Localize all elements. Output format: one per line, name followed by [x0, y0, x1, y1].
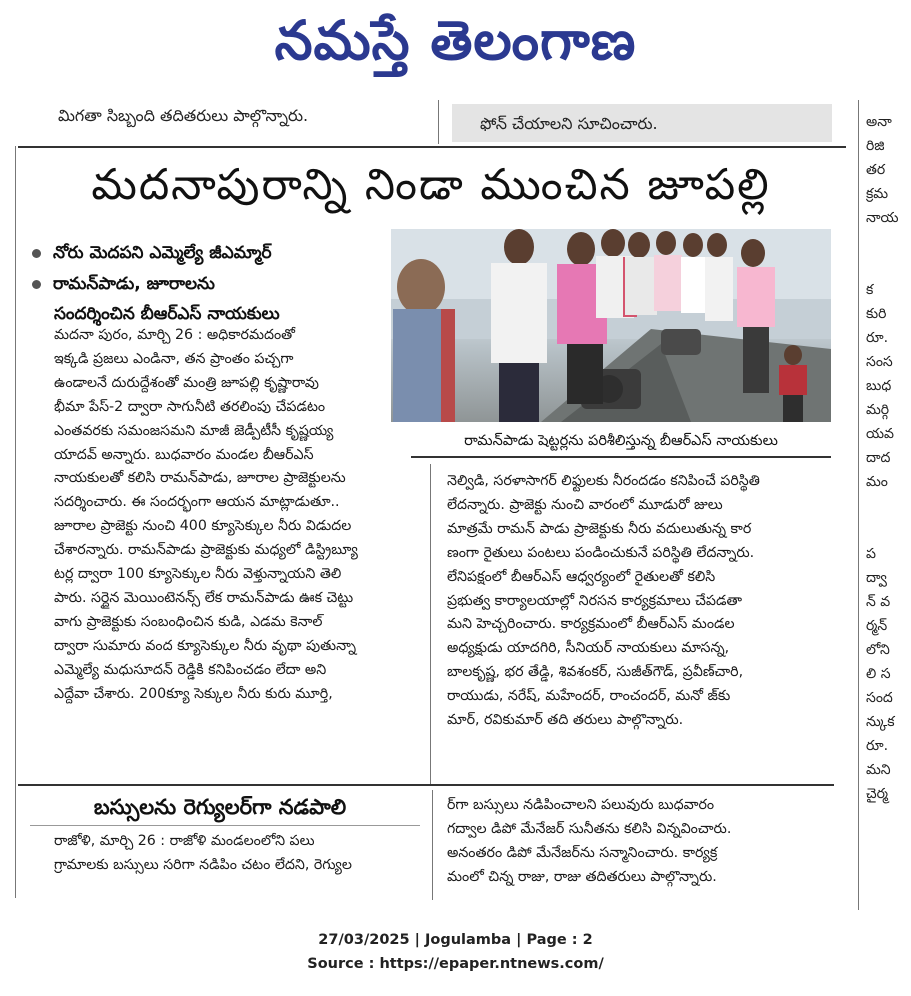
fragment-line: తర	[866, 162, 886, 178]
fragment-line	[866, 230, 911, 254]
fragment-line	[866, 254, 911, 278]
article-column-2	[447, 470, 833, 733]
text-line: జూరాల ప్రాజెక్టు నుంచి 400 క్యూసెక్కుల నీరు విడుదల	[54, 518, 352, 535]
text-line: మార్, రవికుమార్ తది తరులు పాల్గొన్నారు.	[447, 712, 684, 729]
photo-caption: రామన్‌పాడు షెట్టర్లను పరిశీలిస్తున్న బీఆర్ఎస్ నాయకులు	[411, 426, 831, 458]
bullet-dot-icon	[32, 280, 41, 289]
text-line: మదనా పురం, మార్చి 26 : అధికారమదంతో	[54, 327, 296, 343]
fragment-line: దాద	[866, 450, 891, 466]
fragment-line: క	[866, 282, 874, 298]
bullet-dot-icon	[32, 249, 41, 258]
footer-date-line: 27/03/2025 | Jogulamba | Page : 2	[318, 932, 593, 948]
article2-column-divider	[432, 790, 433, 900]
text-line: ణంగా రైతులు పంటలు పండించుకునే పరిస్థితి లేదన్నారు.	[447, 544, 755, 561]
text-line: ఎమ్మెల్యే మధుసూదన్ రెడ్డికి కనిపించడం లేదా అని	[54, 661, 327, 678]
text-line: మని హెచ్చరించారు. కార్యక్రమంలో బీఆర్ఎస్ మండల	[447, 616, 735, 633]
text-line: ద్వారా సుమారు వంద క్యూసెక్కుల నీరు వృథా పుతున్నా	[54, 637, 356, 654]
top-strip-left-text: మిగతా సిబ్బంది తదితరులు పాల్గొన్నారు.	[58, 106, 309, 125]
text-line: ర్‌గా బస్సులు నడిపించాలని పలువురు బుధవారం	[447, 797, 715, 813]
top-strip-divider	[438, 100, 439, 144]
fragment-line: రూ.	[866, 738, 889, 754]
text-line: నాయకులతో కలిసి రామన్‌పాడు, జూరాల ప్రాజెక్టులను	[54, 470, 346, 487]
fragment-line: మర్గి	[866, 402, 890, 418]
text-line: నెల్విడి, సరళాసాగర్ లిఫ్టులకు నీరందడం కనిపించే పరిస్థితి	[447, 473, 760, 489]
fragment-line: ర్మన్	[866, 618, 888, 634]
top-strip-right-text: ఫోన్ చేయాలని సూచించారు.	[480, 114, 658, 133]
text-line: చేశారన్నారు. రామన్‌పాడు ప్రాజెక్టుకు మధ్యలో డిస్ట్రిబ్యూ	[54, 542, 358, 559]
fragment-line: న్కుక	[866, 714, 895, 730]
right-column-fragments	[866, 110, 911, 806]
fragment-line	[866, 518, 911, 542]
masthead-title: నమస్తే తెలంగాణ	[274, 8, 637, 72]
fragment-line: రూ.	[866, 330, 889, 346]
article2-headline: బస్సులను రెగ్యులర్‌గా నడపాలి	[93, 795, 347, 819]
text-line: అనంతరం డిపో మేనేజర్‌ను సన్మానించారు. కార్యక్ర	[447, 844, 718, 861]
fragment-line: రిజి	[866, 138, 885, 154]
article-bullet-2: రామన్‌పాడు, జూరాలను	[32, 271, 382, 297]
fragment-line: కురి	[866, 306, 887, 322]
right-page-rule	[858, 100, 859, 910]
fragment-line: బుధ	[866, 378, 892, 394]
article-column-divider	[430, 464, 431, 784]
text-line: యాదవ్ అన్నారు. బుధవారం మండల బీఆర్ఎస్	[54, 446, 314, 463]
article-bullet-3: సందర్శించిన బీఆర్‌ఎస్ నాయకులు	[54, 304, 280, 324]
text-line: మంలో చిన్న రాజు, రాజు తదితరులు పాల్గొన్నారు.	[447, 868, 717, 885]
text-line: ప్రభుత్వ కార్యాలయాల్లో నిరసన కార్యక్రమాలు చేపడతా	[447, 592, 743, 609]
text-line: బాలకృష్ణ, భర తేడ్డి, శివశంకర్, సుజీత్‌గౌడ్, ప్రవీణ్‌చారి,	[447, 664, 744, 681]
fragment-line: సంస	[866, 354, 893, 370]
fragment-line: లోని	[866, 642, 890, 658]
photo-illustration	[391, 229, 831, 422]
text-line: అధ్యక్షుడు యాదగిరి, సీనియర్ నాయకులు మాసన్న,	[447, 640, 730, 657]
article-column-1	[54, 324, 410, 707]
article2-headline-underline	[30, 825, 420, 826]
text-line: టర్ల ద్వారా 100 క్యూసెక్కుల నీరు వెళ్తున్నాయని తెలి	[54, 566, 342, 583]
fragment-line: సంద	[866, 690, 893, 706]
fragment-line: ప	[866, 546, 876, 562]
fragment-line: లి స	[866, 666, 891, 682]
article-bullet-1: నోరు మెదపని ఎమ్మెల్యే జీఎమ్మార్	[32, 240, 382, 266]
article2-column-1	[54, 830, 418, 878]
text-line: పారు. సర్దైన మెయింటెనన్స్ లేక రామన్‌పాడు ఊక చెట్టు	[54, 589, 354, 606]
text-line: వాగు ప్రాజెక్టుకు సంబంధించిన కుడి, ఎడమ కెనాల్	[54, 613, 323, 630]
fragment-line: ద్వా	[866, 570, 887, 586]
text-line: ఇక్కడి ప్రజలు ఎండినా, తన ప్రాంతం పచ్చగా	[54, 350, 294, 367]
fragment-line: న్ వ	[866, 594, 891, 610]
article2-top-rule	[18, 784, 834, 786]
fragment-line: నాయ	[866, 210, 899, 226]
fragment-line: మం	[866, 474, 888, 490]
text-line: మాత్రమే రామన్ పాడు ప్రాజెక్టుకు నీరు వదులుతున్న కార	[447, 520, 752, 537]
text-line: గద్వాల డిపో మేనేజర్ సునీతను కలిసి విన్నవించారు.	[447, 820, 732, 837]
left-page-rule	[15, 146, 16, 898]
text-line: రాయుడు, నరేష్, మహేందర్, రాంచందర్, మనో జ్‌కు	[447, 688, 731, 705]
article-photo	[391, 229, 831, 422]
fragment-line: అనా	[866, 114, 892, 130]
text-line: ఉండాలనే దురుద్దేశంతో మంత్రి జూపల్లి కృష్ణారావు	[54, 374, 319, 391]
fragment-line: చైర్మ	[866, 786, 889, 802]
text-line: లేదన్నారు. ప్రాజెక్టు నుంచి వారంలో మూడురో జులు	[447, 496, 723, 513]
text-line: సదర్శించారు. ఈ సందర్భంగా ఆయన మాట్లాడుతూ..	[54, 494, 340, 511]
text-line: ఎద్దేవా చేశారు. 200క్యూ సెక్కుల నీరు కురు మూర్తి,	[54, 685, 333, 702]
text-line: రాజోళి, మార్చి 26 : రాజోళి మండలంలోని పలు	[54, 833, 315, 849]
fragment-line	[866, 494, 911, 518]
fragment-line: క్రమ	[866, 186, 889, 202]
text-line: లేనిపక్షంలో బీఆర్ఎస్ ఆధ్వర్యంలో రైతులతో కలిసి	[447, 568, 716, 585]
text-line: ఎంతవరకు సమంజసమని మాజీ జెడ్పీటీసీ కృష్ణయ్య	[54, 422, 334, 439]
footer-source-line: Source : https://epaper.ntnews.com/	[307, 956, 604, 972]
article-headline: మదనాపురాన్ని నిండా ముంచిన జూపల్లి	[91, 160, 771, 210]
article2-column-2	[447, 794, 833, 890]
text-line: గ్రామాలకు బస్సులు సరిగా నడిపిం చటం లేదని, రెగ్యుల	[54, 856, 352, 873]
text-line: భీమా పేస్-2 ద్వారా సాగునీటి తరలింపు చేపడటం	[54, 398, 326, 415]
fragment-line: యవ	[866, 426, 894, 442]
fragment-line: మని	[866, 762, 891, 778]
